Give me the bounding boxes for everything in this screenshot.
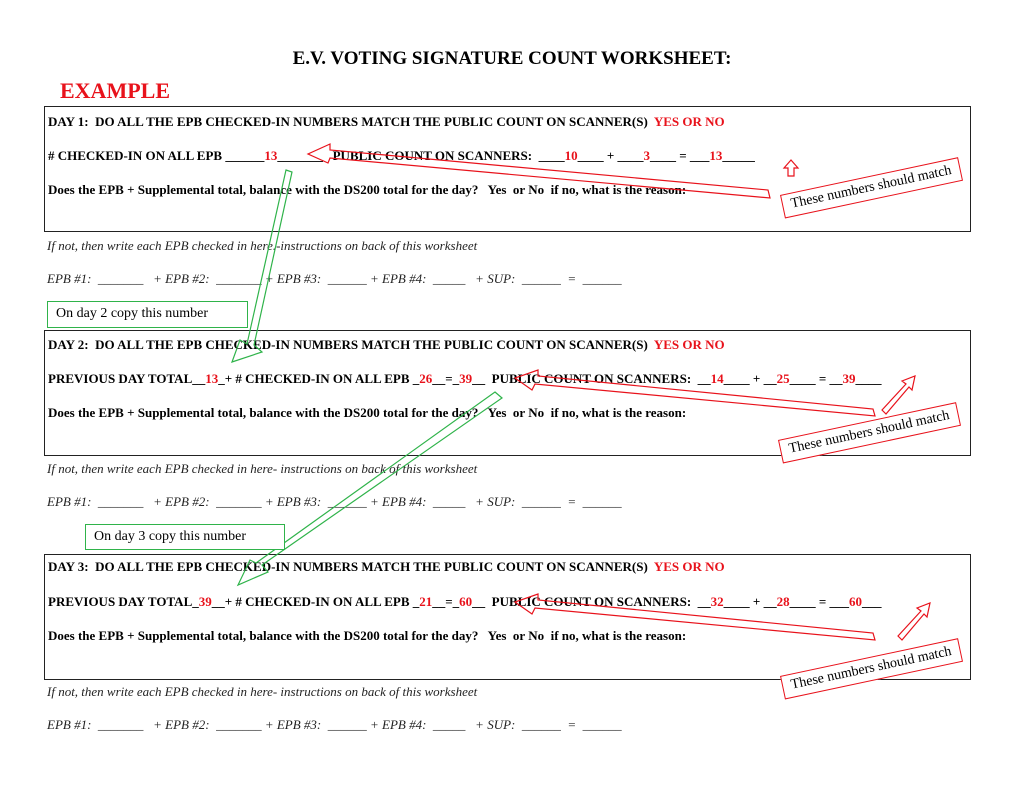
note-day2-copy: On day 2 copy this number <box>47 301 248 328</box>
day1-balance-question: Does the EPB + Supplemental total, balance with the DS200 total for the day? Yes or No if no, what is the reason: <box>48 182 687 197</box>
red-arrow-day1 <box>308 144 770 198</box>
green-arrow-day3 <box>238 392 502 585</box>
red-arrow-day3 <box>515 594 875 640</box>
red-up-arrow-day2 <box>882 376 915 414</box>
day3-counts: PREVIOUS DAY TOTAL_39__+ # CHECKED-IN ON ALL EPB _21__=_60__ PUBLIC COUNT ON SCANNERS: __32____ + __28____ = ___60___ <box>48 594 882 609</box>
day1-counts: # CHECKED-IN ON ALL EPB ______13_______ PUBLIC COUNT ON SCANNERS: ____10____ + ____3____ = ___13_____ <box>48 148 755 163</box>
day3-epb-line: EPB #1: _______ + EPB #2: _______ + EPB #3: ______ + EPB #4: _____ + SUP: ______ = ______ <box>47 717 622 732</box>
green-arrow-day2 <box>232 170 292 362</box>
day2-question: DAY 2: DO ALL THE EPB CHECKED-IN NUMBERS MATCH THE PUBLIC COUNT ON SCANNER(S) YES OR NO <box>48 337 725 352</box>
match-note-day1: These numbers should match <box>780 157 963 218</box>
day3-balance-question: Does the EPB + Supplemental total, balance with the DS200 total for the day? Yes or No if no, what is the reason: <box>48 628 687 643</box>
red-arrow-day2 <box>515 370 875 416</box>
red-up-arrow-day3 <box>898 603 930 640</box>
day1-instructions: If not, then write each EPB checked in here.-instructions on back of this worksheet <box>47 238 478 253</box>
red-up-arrow-day1 <box>784 160 798 176</box>
example-label: EXAMPLE <box>60 78 170 103</box>
day3-instructions: If not, then write each EPB checked in here- instructions on back of this worksheet <box>47 684 478 699</box>
epb-count: 13 <box>264 148 278 163</box>
day2-counts: PREVIOUS DAY TOTAL__13_+ # CHECKED-IN ON ALL EPB _26__=_39__ PUBLIC COUNT ON SCANNERS: __14____ + __25____ = __39____ <box>48 371 882 386</box>
page-title: E.V. VOTING SIGNATURE COUNT WORKSHEET: <box>292 48 732 69</box>
day3-question: DAY 3: DO ALL THE EPB CHECKED-IN NUMBERS MATCH THE PUBLIC COUNT ON SCANNER(S) YES OR NO <box>48 559 725 574</box>
day2-epb-line: EPB #1: _______ + EPB #2: _______ + EPB #3: ______ + EPB #4: _____ + SUP: ______ = ______ <box>47 494 622 509</box>
day2-instructions: If not, then write each EPB checked in here- instructions on back of this worksheet <box>47 461 478 476</box>
match-note-day3: These numbers should match <box>780 638 963 699</box>
scanner-total: 13 <box>709 148 723 163</box>
day1-question: DAY 1: DO ALL THE EPB CHECKED-IN NUMBERS MATCH THE PUBLIC COUNT ON SCANNER(S) YES OR NO <box>48 114 725 129</box>
match-note-day2: These numbers should match <box>778 402 961 463</box>
day1-epb-line: EPB #1: _______ + EPB #2: _______ + EPB #3: ______ + EPB #4: _____ + SUP: ______ = ______ <box>47 271 622 286</box>
note-day3-copy: On day 3 copy this number <box>85 524 285 550</box>
day2-balance-question: Does the EPB + Supplemental total, balance with the DS200 total for the day? Yes or No if no, what is the reason: <box>48 405 687 420</box>
